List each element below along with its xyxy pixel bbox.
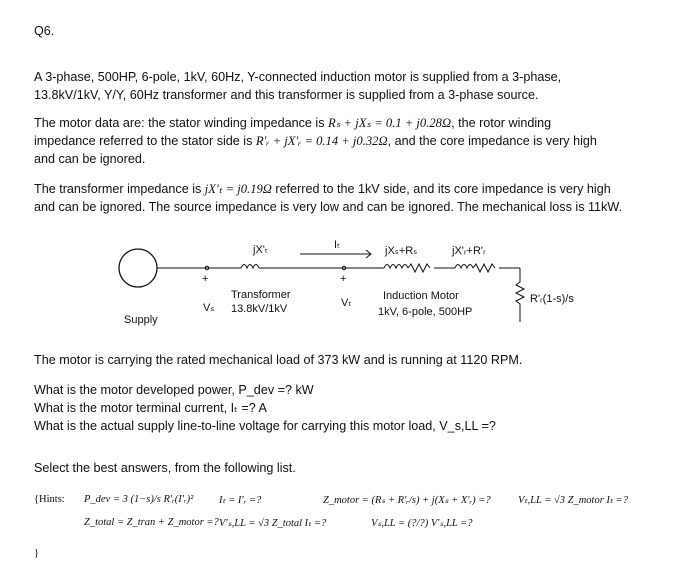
hint-developed-power: P_dev = 3 (1−s)/s R′ᵣ(I′ᵣ)² — [84, 494, 194, 505]
vt-label: Vₜ — [341, 297, 352, 309]
stator-resistance-icon — [408, 264, 430, 272]
hints-close: } — [34, 548, 40, 559]
motor-data-text: , and the core impedance is very high — [387, 134, 597, 148]
motor-label: Induction Motor — [383, 290, 459, 302]
stator-reactance-icon — [384, 265, 408, 269]
load-resistance-icon — [516, 268, 524, 322]
load-label: R'ᵣ(1-s)/s — [530, 293, 574, 305]
motor-data-text: , the rotor winding — [451, 116, 552, 130]
rotor-impedance-math: R′ᵣ + jX′ᵣ = 0.14 + j0.32Ω — [255, 134, 388, 148]
load-statement: The motor is carrying the rated mechanical load of 373 kW and is running at 1120 RPM. — [34, 353, 523, 367]
transformer-data-line-2: and can be ignored. The source impedance is very low and can be ignored. The mechanical loss is 11kW. — [34, 200, 623, 214]
motor-data-line-3: and can be ignored. — [34, 152, 146, 166]
intro-line-1: A 3-phase, 500HP, 6-pole, 1kV, 60Hz, Y-connected induction motor is supplied from a 3-phase, — [34, 70, 562, 84]
transformer-reactance-label: jX'ₜ — [253, 244, 269, 256]
transformer-data-text: referred to the 1kV side, and its core impedance is very high — [271, 182, 611, 196]
hint-referred-supply-voltage: V′ₛ,LL = √3 Z_total Iₜ =? — [219, 518, 327, 529]
vt-plus: + — [340, 273, 347, 285]
hint-terminal-current: Iₜ = I′ᵣ =? — [219, 495, 262, 506]
stator-impedance-math: Rₛ + jXₛ = 0.1 + j0.28Ω — [328, 116, 452, 130]
hint-motor-impedance: Z_motor = (Rₛ + R′ᵣ/s) + j(Xₛ + X′ᵣ) =? — [323, 495, 491, 506]
transformer-rating: 13.8kV/1kV — [231, 303, 288, 315]
vs-label: Vₛ — [203, 302, 215, 314]
transformer-label: Transformer — [231, 289, 291, 301]
question-number: Q6. — [34, 24, 55, 38]
hints-open: {Hints: — [34, 494, 65, 505]
supply-label: Supply — [124, 314, 158, 326]
question-supply-voltage: What is the actual supply line-to-line voltage for carrying this motor load, V_s,LL =? — [34, 419, 496, 433]
transformer-impedance-math: jX′ₜ = j0.19Ω — [204, 182, 272, 196]
transformer-reactance-icon — [241, 265, 259, 269]
hint-supply-voltage: Vₛ,LL = (?/?) V′ₛ,LL =? — [371, 518, 473, 529]
rotor-impedance-label: jX'ᵣ+R'ᵣ — [452, 245, 486, 257]
rotor-reactance-icon — [455, 265, 473, 269]
select-instruction: Select the best answers, from the following list. — [34, 461, 296, 475]
motor-rating: 1kV, 6-pole, 500HP — [378, 306, 473, 318]
motor-data-text: The motor data are: the stator winding impedance is — [34, 116, 329, 130]
terminal-current-label: Iₜ — [334, 239, 341, 251]
vs-plus: + — [202, 273, 209, 285]
stator-impedance-label: jXₛ+Rₛ — [385, 245, 418, 257]
question-terminal-current: What is the motor terminal current, Iₜ =? A — [34, 401, 267, 415]
hint-terminal-voltage: Vₜ,LL = √3 Z_motor Iₜ =? — [518, 495, 628, 506]
hint-total-impedance: Z_total = Z_tran + Z_motor =? — [84, 517, 219, 528]
supply-source-icon — [119, 249, 157, 287]
motor-data-text: impedance referred to the stator side is — [34, 134, 256, 148]
question-developed-power: What is the motor developed power, P_dev =? kW — [34, 383, 314, 397]
rotor-resistance-icon — [473, 264, 495, 272]
transformer-data-text: The transformer impedance is — [34, 182, 205, 196]
intro-line-2: 13.8kV/1kV, Y/Y, 60Hz transformer and this transformer is supplied from a 3-phase source. — [34, 88, 539, 102]
